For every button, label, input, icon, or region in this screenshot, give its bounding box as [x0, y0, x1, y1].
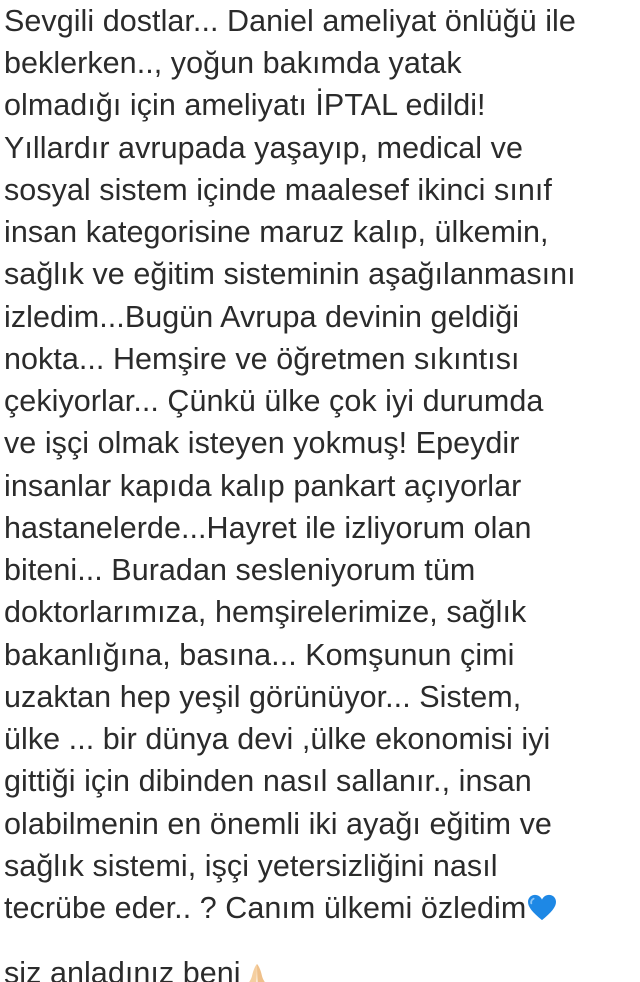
text-line: tecrübe eder.. ? Canım ülkemi özledim [0, 887, 640, 929]
text-line: ülke ... bir dünya devi ,ülke ekonomisi iyi [4, 722, 551, 756]
blue-heart-icon [527, 894, 557, 922]
text-line: biteni... Buradan sesleniyorum tüm [4, 553, 476, 587]
text-line: Yıllardır avrupada yaşayıp, medical ve [4, 131, 523, 165]
text-line: bakanlığına, basına... Komşunun çimi [4, 638, 515, 672]
text-line: çekiyorlar... Çünkü ülke çok iyi durumda [4, 384, 544, 418]
text-line: insanlar kapıda kalıp pankart açıyorlar [4, 469, 522, 503]
text-line: olmadığı için ameliyatı İPTAL edildi! [4, 88, 486, 122]
text-line: ve işçi olmak isteyen yokmuş! Epeydir [4, 426, 520, 460]
folded-hands-icon [246, 962, 268, 982]
text-line: sosyal sistem içinde maalesef ikinci sınıf [4, 173, 552, 207]
text-line: hastanelerde...Hayret ile izliyorum olan [4, 511, 532, 545]
text-line: gittiği için dibinden nasıl sallanır., insan [4, 764, 532, 798]
text-line: Sevgili dostlar... Daniel ameliyat önlüğü ile [4, 4, 576, 38]
text-line: sağlık ve eğitim sisteminin aşağılanmasını [4, 257, 576, 291]
text-line: izledim...Bugün Avrupa devinin geldiği [4, 300, 520, 334]
text-line: uzaktan hep yeşil görünüyor... Sistem, [4, 680, 522, 714]
text-line: beklerken.., yoğun bakımda yatak [4, 46, 462, 80]
text-line: olabilmenin en önemli iki ayağı eğitim ve [4, 807, 552, 841]
text-line: siz anladınız beni [0, 952, 640, 982]
text-line: nokta... Hemşire ve öğretmen sıkıntısı [4, 342, 520, 376]
text-line: sağlık sistemi, işçi yetersizliğini nasıl [4, 849, 498, 883]
text-line: insan kategorisine maruz kalıp, ülkemin, [4, 215, 549, 249]
text-line: doktorlarımıza, hemşirelerimize, sağlık [4, 595, 527, 629]
